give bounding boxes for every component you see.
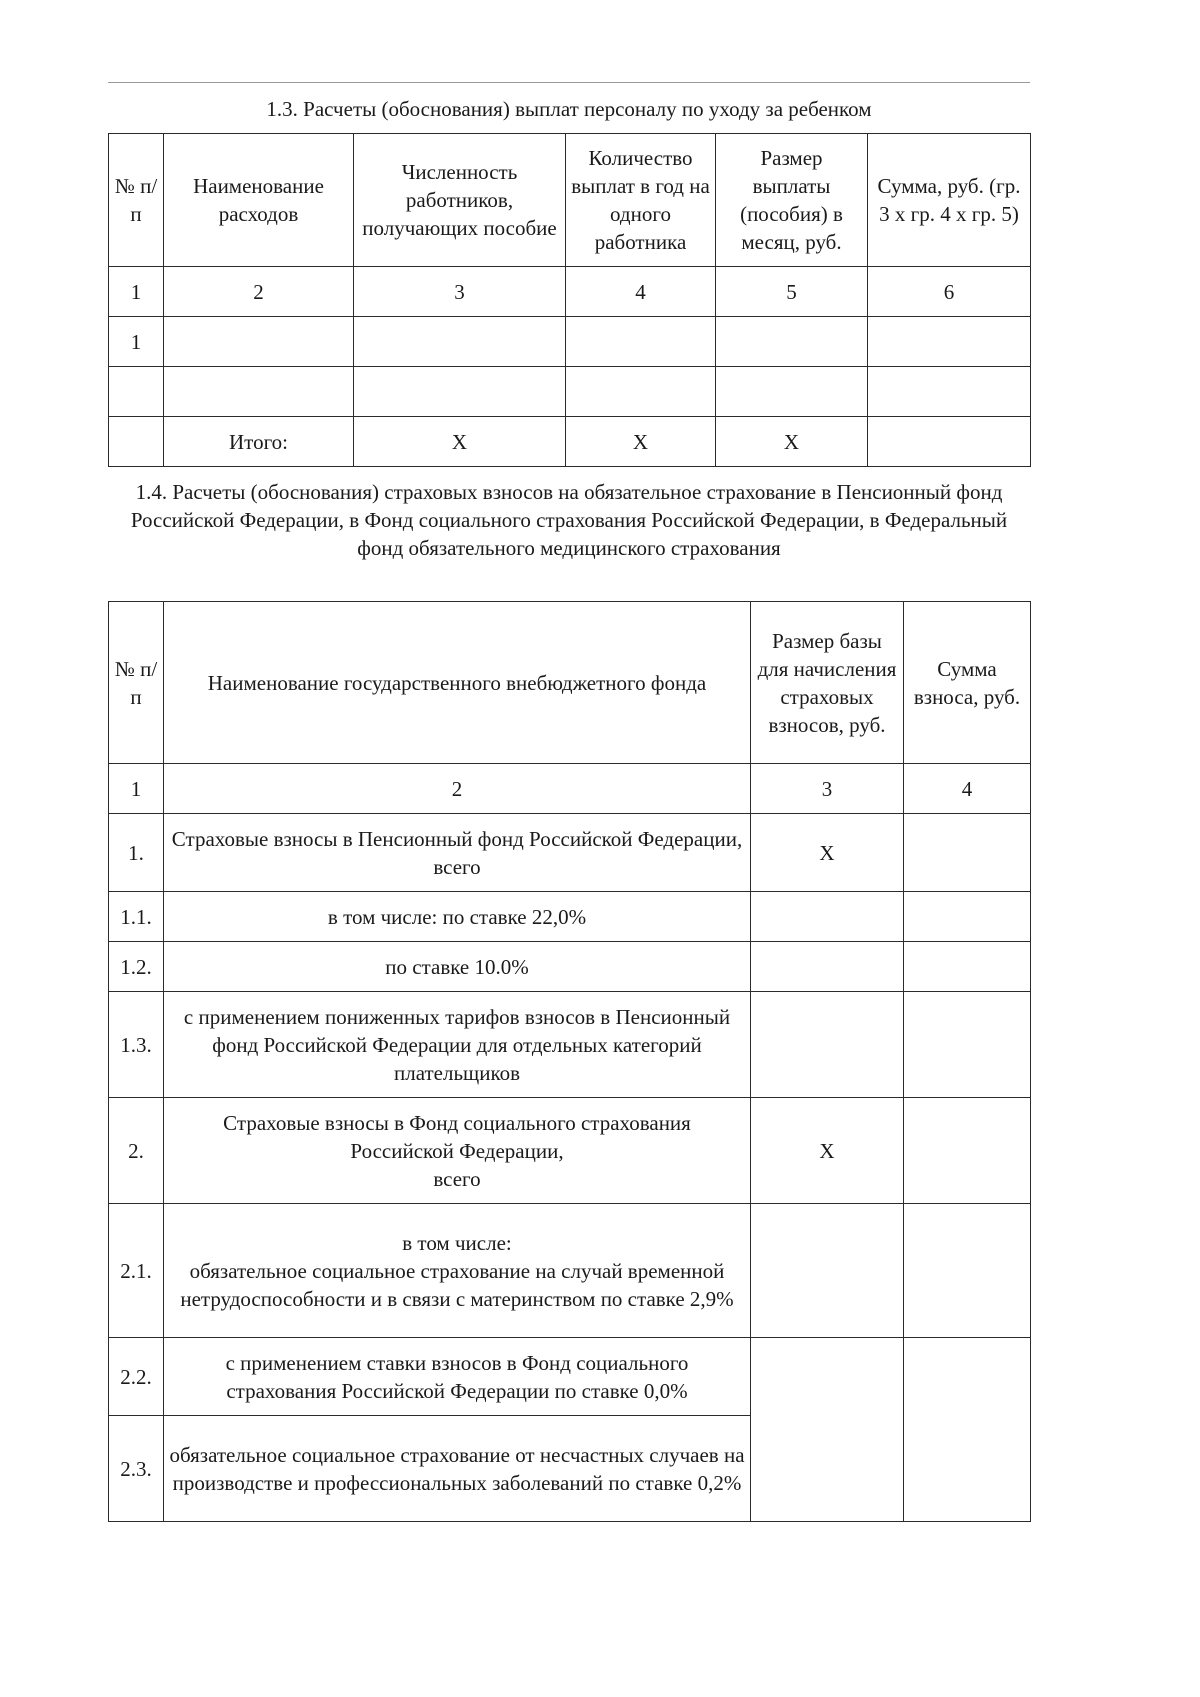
fund-name-cell: Страховые взносы в Фонд социального страхования Российской Федерации, всего [164,1098,751,1204]
sum-cell [904,942,1031,992]
sum-cell [904,992,1031,1098]
table-cell [354,367,566,417]
table-cell [566,367,716,417]
row-number-cell [109,367,164,417]
table-cell [109,417,164,467]
row-number-cell: 1.2. [109,942,164,992]
table-row [109,814,1031,892]
total-mark: X [354,417,566,467]
header-cell-payments-per-year: Количество выплат в год на одного работника [566,134,716,267]
table-cell [164,367,354,417]
column-number: 3 [354,267,566,317]
sum-cell [904,1098,1031,1204]
total-sum-cell [868,417,1031,467]
table-cell [354,317,566,367]
table-cell [566,317,716,367]
table-row [109,317,1031,367]
table-row [109,942,1031,992]
table-cell [868,317,1031,367]
fund-name-cell: с применением пониженных тарифов взносов в Пенсионный фонд Российской Федерации для отдельных категорий плательщиков [164,992,751,1098]
base-cell: X [751,814,904,892]
fund-name-cell: по ставке 10.0% [164,942,751,992]
header-cell-sum: Сумма, руб. (гр. 3 x гр. 4 x гр. 5) [868,134,1031,267]
insurance-contributions-table [108,601,1031,1522]
fund-name-cell: с применением ставки взносов в Фонд социального страхования Российской Федерации по ставке 0,0% [164,1338,751,1416]
row-number-cell: 1.1. [109,892,164,942]
column-number: 1 [109,267,164,317]
column-number: 4 [904,764,1031,814]
base-cell [751,892,904,942]
sum-cell [904,1204,1031,1338]
header-cell-num: № п/п [109,134,164,267]
table-cell [868,367,1031,417]
base-cell [751,992,904,1098]
column-number: 5 [716,267,868,317]
table-row [109,1204,1031,1338]
header-cell-payment-size: Размер выплаты (пособия) в месяц, руб. [716,134,868,267]
column-number: 2 [164,764,751,814]
child-care-payments-table [108,133,1031,467]
sum-cell [904,1338,1031,1522]
column-number: 4 [566,267,716,317]
header-cell-employee-count: Численность работников, получающих пособие [354,134,566,267]
sum-cell [904,892,1031,942]
table-cell [716,317,868,367]
table-cell [164,317,354,367]
total-label: Итого: [164,417,354,467]
fund-name-cell: обязательное социальное страхование от несчастных случаев на производстве и профессиональных заболеваний по ставке 0,2% [164,1416,751,1522]
fund-name-cell: в том числе: по ставке 22,0% [164,892,751,942]
table-row [109,367,1031,417]
top-rule [108,82,1030,83]
section-1-4-title: 1.4. Расчеты (обоснования) страховых взносов на обязательное страхование в Пенсионный фонд Российской Федерации, в Фонд социального страхования Российской Федерации, в Федеральный фонд обязательного медицинского страхования [130,480,1008,560]
column-number-row [109,267,1031,317]
total-mark: X [716,417,868,467]
row-number-cell: 2.1. [109,1204,164,1338]
table-header-row [109,602,1031,764]
row-number-cell: 2.3. [109,1416,164,1522]
header-cell-base-size: Размер базы для начисления страховых взносов, руб. [751,602,904,764]
table-row [109,992,1031,1098]
row-number-cell: 1.3. [109,992,164,1098]
base-cell [751,942,904,992]
total-row [109,417,1031,467]
column-number: 6 [868,267,1031,317]
header-cell-contribution-sum: Сумма взноса, руб. [904,602,1031,764]
header-cell-fund-name: Наименование государственного внебюджетного фонда [164,602,751,764]
row-number-cell: 2. [109,1098,164,1204]
table-row [109,892,1031,942]
table-row [109,1338,1031,1416]
base-cell [751,1204,904,1338]
table-header-row [109,134,1031,267]
column-number: 2 [164,267,354,317]
base-cell: X [751,1098,904,1204]
base-cell [751,1338,904,1522]
fund-name-cell: Страховые взносы в Пенсионный фонд Российской Федерации, всего [164,814,751,892]
table-cell [716,367,868,417]
sum-cell [904,814,1031,892]
column-number: 1 [109,764,164,814]
fund-name-cell: в том числе: обязательное социальное страхование на случай временной нетрудоспособности и в связи с материнством по ставке 2,9% [164,1204,751,1338]
column-number: 3 [751,764,904,814]
header-cell-expense-name: Наименование расходов [164,134,354,267]
column-number-row [109,764,1031,814]
section-1-3-title: 1.3. Расчеты (обоснования) выплат персоналу по уходу за ребенком [266,97,872,121]
row-number-cell: 1. [109,814,164,892]
table-row [109,1098,1031,1204]
row-number-cell: 2.2. [109,1338,164,1416]
header-cell-num: № п/п [109,602,164,764]
row-number-cell: 1 [109,317,164,367]
total-mark: X [566,417,716,467]
